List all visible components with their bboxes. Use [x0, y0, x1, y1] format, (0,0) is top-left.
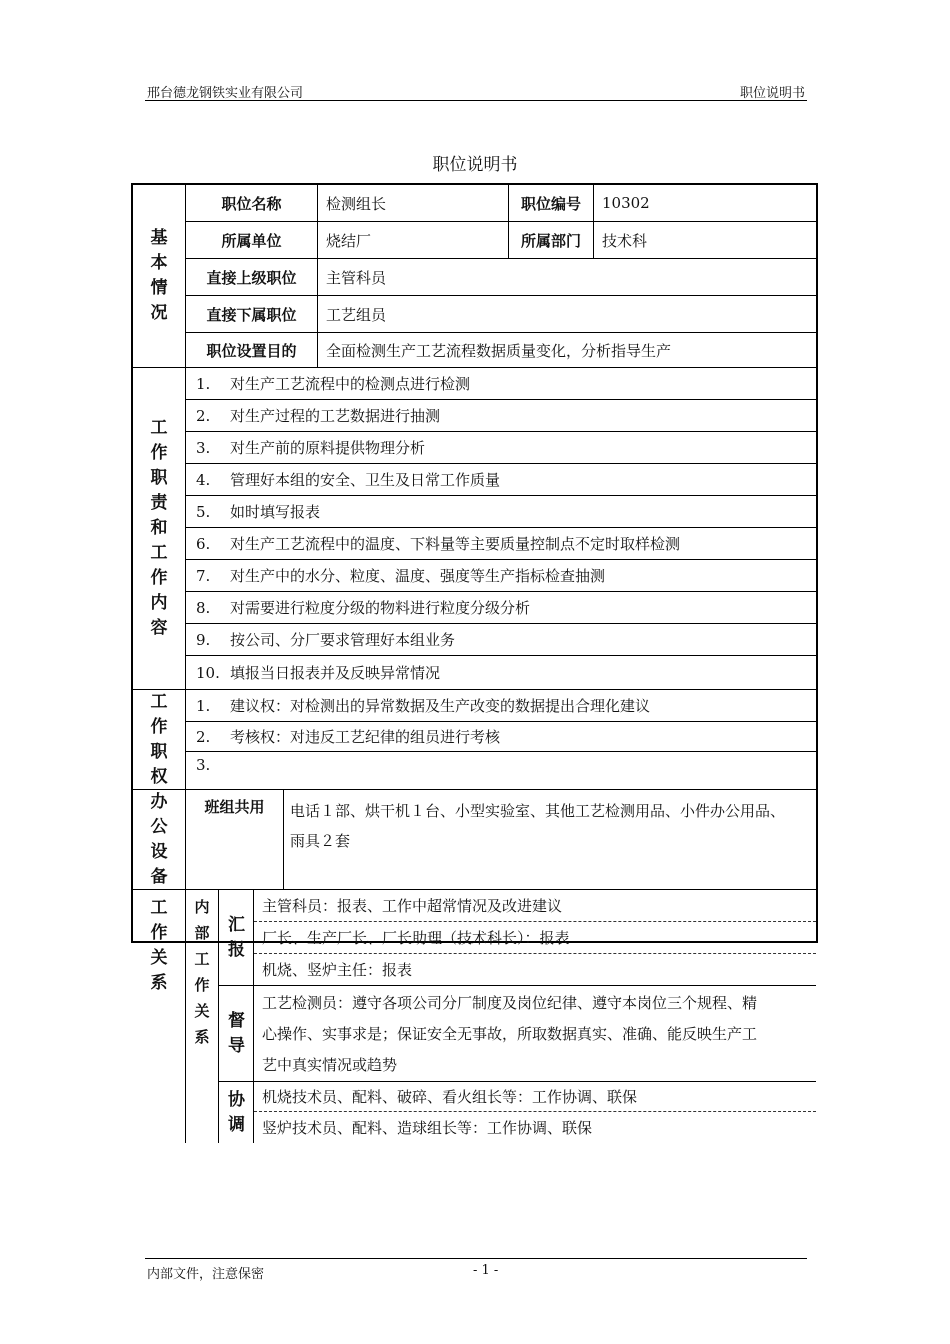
report-item: 主管科员：报表、工作中超常情况及改进建议: [254, 890, 816, 922]
position-code-value: 10302: [594, 185, 816, 222]
duty-item: 4. 管理好本组的安全、卫生及日常工作质量: [186, 464, 816, 496]
position-code-label: 职位编号: [509, 185, 594, 222]
position-name-label: 职位名称: [186, 185, 318, 222]
page-footer: [145, 1258, 807, 1282]
supervise-label: 督导: [219, 986, 254, 1082]
purpose-label: 职位设置目的: [186, 333, 318, 368]
section-authority-label: 工作职权: [133, 690, 186, 790]
unit-label: 所属单位: [186, 222, 318, 259]
supervise-line: 心操作、实事求是；保证安全无事故，所取数据真实、准确、能反映生产工: [262, 1025, 758, 1043]
duty-item: 5. 如时填写报表: [186, 496, 816, 528]
supervise-text: [254, 986, 816, 1082]
superior-value: 主管科员: [318, 259, 816, 296]
authority-item: 2. 考核权：对违反工艺纪律的组员进行考核: [186, 722, 816, 752]
dept-value: 技术科: [594, 222, 816, 259]
duties-list: [186, 368, 816, 690]
header-doc-type: 职位说明书: [739, 86, 805, 101]
confidential-note: 内部文件，注意保密: [147, 1267, 265, 1282]
supervise-line: 艺中真实情况或趋势: [262, 1056, 398, 1074]
section-equipment-label: 办公设备: [133, 790, 186, 890]
coordinate-label: 协调: [219, 1082, 254, 1143]
duty-item: 7. 对生产中的水分、粒度、温度、强度等生产指标检查抽测: [186, 560, 816, 592]
purpose-value: 全面检测生产工艺流程数据质量变化，分析指导生产: [318, 333, 816, 368]
duty-item: 2. 对生产过程的工艺数据进行抽测: [186, 400, 816, 432]
subordinate-value: 工艺组员: [318, 296, 816, 333]
equipment-line: 电话１部、烘干机１台、小型实验室、其他工艺检测用品、小件办公用品、: [290, 802, 786, 820]
duty-item: 10. 填报当日报表并及反映异常情况: [186, 656, 816, 690]
section-duties-label: 工作职责和工作内容: [133, 368, 186, 690]
superior-label: 直接上级职位: [186, 259, 318, 296]
supervise-line: 工艺检测员：遵守各项公司分厂制度及岗位纪律、遵守本岗位三个规程、精: [262, 994, 758, 1012]
duty-item: 8. 对需要进行粒度分级的物料进行粒度分级分析: [186, 592, 816, 624]
internal-relations-label: 内部工作关系: [186, 890, 219, 1143]
shared-equipment-label: 班组共用: [186, 790, 284, 890]
dept-label: 所属部门: [509, 222, 594, 259]
duty-item: 6. 对生产工艺流程中的温度、下料量等主要质量控制点不定时取样检测: [186, 528, 816, 560]
report-item: 机烧、竖炉主任：报表: [254, 954, 816, 986]
duty-item: 9. 按公司、分厂要求管理好本组业务: [186, 624, 816, 656]
position-name-value: 检测组长: [318, 185, 509, 222]
page-title: 职位说明书: [432, 155, 518, 175]
coordinate-item: 机烧技术员、配料、破碎、看火组长等：工作协调、联保: [254, 1082, 816, 1112]
job-description-table: [131, 183, 818, 1137]
coordinate-item: 竖炉技术员、配料、造球组长等：工作协调、联保: [262, 1119, 593, 1137]
section-relations-label: 工作关系: [133, 890, 186, 1143]
authority-item: 3.: [186, 752, 816, 790]
authority-item: 1. 建议权：对检测出的异常数据及生产改变的数据提出合理化建议: [186, 690, 816, 722]
equipment-list: [284, 790, 816, 890]
page-number: - 1 -: [473, 1263, 499, 1278]
equipment-line: 雨具２套: [290, 832, 351, 850]
report-label: 汇报: [219, 890, 254, 986]
report-item: 厂长、生产厂长、厂长助理（技术科长）：报表: [254, 922, 816, 954]
company-name: 邢台德龙钢铁实业有限公司: [147, 86, 304, 101]
section-basic-label: 基本情况: [133, 185, 186, 368]
duty-item: 3. 对生产前的原料提供物理分析: [186, 432, 816, 464]
page-header: [145, 80, 807, 101]
unit-value: 烧结厂: [318, 222, 509, 259]
duty-item: 1. 对生产工艺流程中的检测点进行检测: [186, 368, 816, 400]
subordinate-label: 直接下属职位: [186, 296, 318, 333]
